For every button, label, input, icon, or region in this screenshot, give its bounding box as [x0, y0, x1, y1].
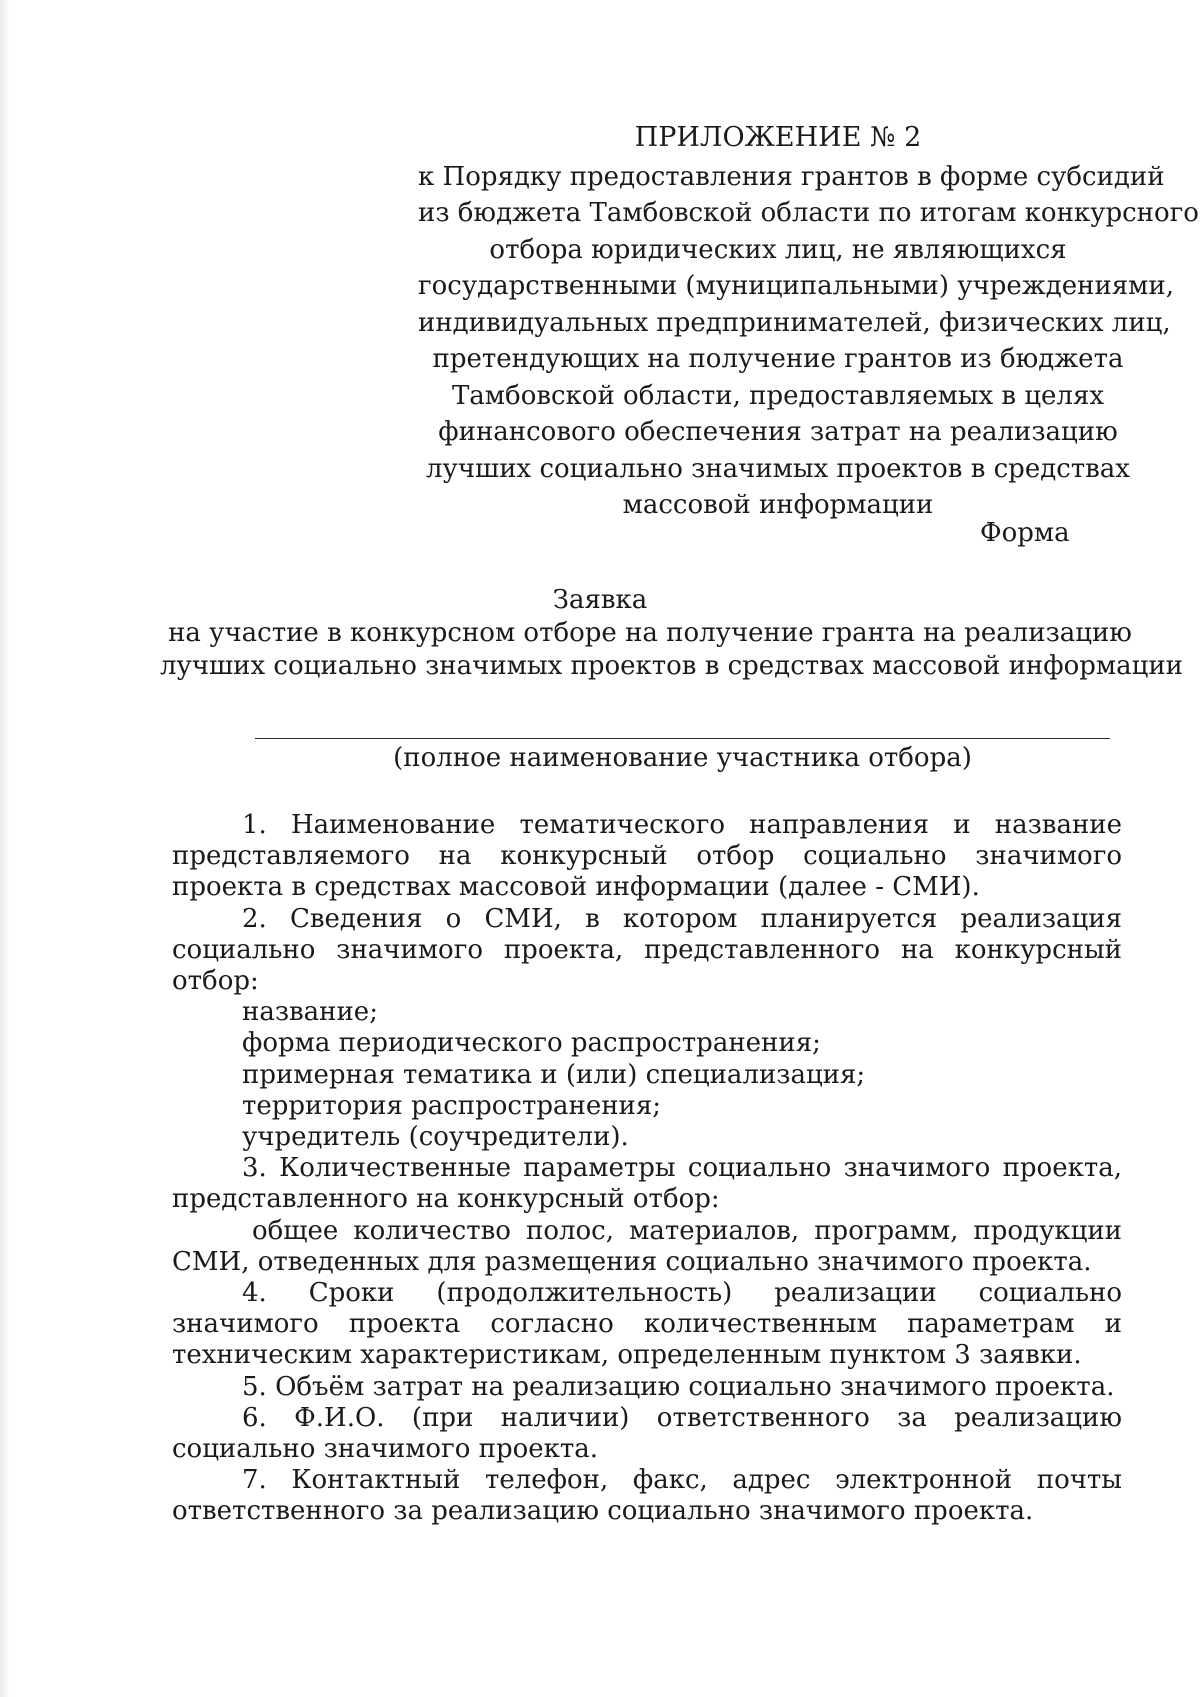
item-2-list-entry: примерная тематика и (или) специализация;	[242, 1059, 866, 1090]
item-2-list-entry: название;	[242, 997, 378, 1028]
appendix-line: к Порядку предоставления грантов в форме субсидий	[418, 161, 1165, 192]
appendix-line: государственными (муниципальными) учреждениями,	[418, 271, 1174, 301]
appendix-line: отбора юридических лиц, не являющихся	[489, 234, 1067, 265]
appendix-line: из бюджета Тамбовской области по итогам конкурсного	[418, 198, 1199, 228]
item-2-list-entry: форма периодического распространения;	[242, 1028, 821, 1059]
participant-name-caption: (полное наименование участника отбора)	[393, 743, 972, 773]
item-3: 3. Количественные параметры социально значимого проекта, представленного на конкурсный отбор:	[172, 1153, 1122, 1215]
appendix-line: массовой информации	[622, 490, 934, 520]
item-5: 5. Объём затрат на реализацию социально значимого проекта.	[242, 1371, 1115, 1402]
item-7: 7. Контактный телефон, факс, адрес электронной почты ответственного за реализацию социально значимого проекта.	[172, 1465, 1122, 1527]
item-2: 2. Сведения о СМИ, в котором планируется реализация социально значимого проекта, представленного на конкурсный отбор:	[172, 903, 1122, 997]
scan-edge	[0, 0, 10, 1697]
appendix-line: лучших социально значимых проектов в средствах	[426, 453, 1130, 484]
appendix-line: Тамбовской области, предоставляемых в целях	[451, 380, 1105, 411]
item-3-detail: общее количество полос, материалов, программ, продукции СМИ, отведенных для размещения социально значимого проекта.	[172, 1215, 1122, 1277]
subtitle-line: на участие в конкурсном отборе на получение гранта на реализацию	[168, 618, 1132, 648]
appendix-line: индивидуальных предпринимателей, физических лиц,	[418, 307, 1171, 338]
application-items	[172, 810, 1122, 1528]
application-title: Заявка	[552, 585, 648, 615]
appendix-title: ПРИЛОЖЕНИЕ № 2	[634, 122, 922, 153]
form-label: Форма	[980, 518, 1070, 548]
item-4: 4. Сроки (продолжительность) реализации социально значимого проекта согласно количественным параметрам и техническим характеристикам, определенным пунктом 3 заявки.	[172, 1278, 1122, 1371]
subtitle-line: лучших социально значимых проектов в средствах массовой информации	[160, 651, 1184, 681]
item-2-list-entry: учредитель (соучредители).	[242, 1122, 629, 1153]
appendix-header	[418, 120, 1199, 524]
appendix-line: претендующих на получение грантов из бюджета	[432, 344, 1124, 374]
participant-name-line	[255, 738, 1110, 739]
application-subtitle	[160, 617, 1184, 683]
item-6: 6. Ф.И.О. (при наличии) ответственного за реализацию социально значимого проекта.	[172, 1402, 1122, 1465]
item-2-list-entry: территория распространения;	[242, 1090, 662, 1121]
appendix-line: финансового обеспечения затрат на реализацию	[438, 417, 1118, 447]
item-1: 1. Наименование тематического направления и название представляемого на конкурсный отбор социально значимого проекта в средствах массовой информации (далее - СМИ).	[172, 810, 1122, 903]
